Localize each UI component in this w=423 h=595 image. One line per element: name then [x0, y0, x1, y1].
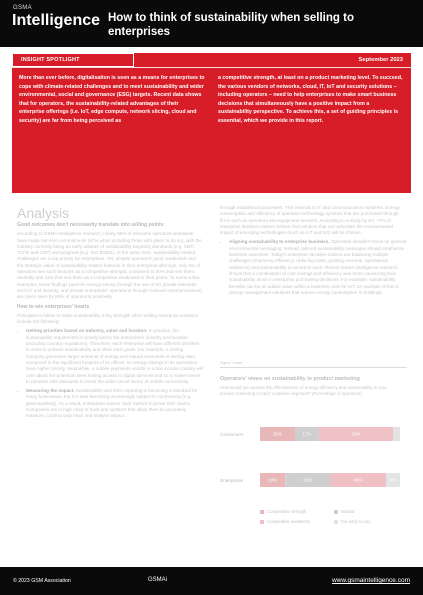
- legend-swatch: [334, 510, 338, 514]
- divider: [12, 67, 411, 68]
- category-label: Consumers: [220, 432, 244, 437]
- list-item: [26, 328, 203, 385]
- legend-item: [334, 519, 408, 524]
- list-item-text: In practice, the sustainability requirement is closely tied to the enterprise's industry and location (including country regulations). Therefore, each enterprise will have different priorities in order to achieve sustainability and other ESG goals. For example, a mining company generates larger amounts of energy and natural resources in mining sites, compared to the significant footprint of its offices, so energy savings in its operations have higher priority. Meanwhile, a mobile-payments vendor in a low income country will care about the potential users having access to digital services and so it makes sense to prioritise SIM discounts to boost the wider social favour of mobile connectivity.: [26, 328, 203, 384]
- chart-subtitle: How would you assess the effectiveness of energy efficiency and sustainability in your product marketing to each customer segment? (Percentage of operators): [220, 385, 388, 396]
- legend-label: Competitive weakness: [267, 519, 310, 524]
- list-item-title: Getting priorities based on industry, value and location.: [26, 328, 148, 334]
- legend-item: [260, 509, 334, 514]
- footer-bar: [0, 567, 423, 595]
- chart-plot: [220, 415, 407, 505]
- chart: [220, 361, 407, 552]
- chart-top-rule: [220, 367, 407, 368]
- right-column: [220, 205, 407, 299]
- paragraph: through established processes. This extends to IT and communications systems. Energy consumption and efficiency of operation technology systems that are purchased through firms such as operators and equipment vendors. According to a study by EY, 77% of enterprise decision-makers believe that vendors that can articulate the environmental impact of emerging technologies (such as IoT and 5G) will be chosen.: [220, 205, 400, 236]
- subheading: Good outcomes don't necessarily translate into selling points: [17, 222, 164, 228]
- data-label: 10%: [388, 477, 398, 483]
- legend-item: [260, 519, 334, 524]
- data-label: 40%: [353, 477, 363, 483]
- bar-segment: [393, 427, 400, 441]
- insight-spotlight-panel: [12, 53, 411, 193]
- list-item-text: Sustainability and ESG reporting is becoming a standard for many businesses, but it is also becoming increasingly subject to controversy (e.g. greenwashing). As a result, enterprises expect clear metrics to prove their claims. Companies are in high need of tools and systems that allow them to accurately measure, continuously track and analyse impact.: [26, 388, 198, 419]
- principles-list-continued: [220, 239, 407, 296]
- left-column: [17, 222, 203, 423]
- chart-legend: [260, 509, 407, 524]
- spotlight-label-box: [12, 53, 134, 67]
- list-item-title: Measuring the impact.: [26, 388, 75, 394]
- copyright: © 2023 GSM Association: [13, 578, 71, 584]
- legend-label: Too early to say: [340, 519, 371, 524]
- subheading: How to win enterprises' hearts: [17, 303, 90, 310]
- page-title: How to think of sustainability when selling to enterprises: [108, 12, 354, 38]
- intro-text-right: a competitive strength, at least on a product marketing level. To succeed, the various vendors of networks, cloud, IT, IoT and security solutions – including operators – need to help enterprises to make smart business decisions that simultaneously have a positive impact from a sustainability perspective. To achieve this, a set of guiding principles is essential, which we provide in this report.: [218, 75, 403, 124]
- legend-item: [334, 509, 408, 514]
- publication-date: September 2023: [358, 57, 403, 63]
- brand-small: GSMA: [13, 5, 32, 11]
- legend-swatch: [260, 510, 264, 514]
- website-link[interactable]: www.gsmaintelligence.com: [331, 577, 410, 584]
- spotlight-label: INSIGHT SPOTLIGHT: [21, 57, 80, 63]
- section-heading: Analysis: [17, 205, 70, 221]
- footer-brand: GSMAi: [148, 577, 168, 583]
- intro-text-left: More than ever before, digitalisation is seen as a means for enterprises to cope with climate-related challenges and to meet sustainability and wider environmental, social and governance (ESG) targets. Recent data shows that for operators, the sustainability-related advantages of their enterprise offerings (i.e. IoT, edge compute, network slicing, cloud and security) are far from being perceived as: [19, 75, 205, 124]
- data-label: 53%: [351, 431, 361, 437]
- data-label: 25%: [273, 431, 282, 437]
- list-item: [229, 239, 407, 296]
- legend-swatch: [334, 520, 338, 524]
- list-item-title: Aligning sustainability to enterprise business.: [229, 239, 330, 245]
- brand-logo[interactable]: Intelligence: [12, 12, 101, 29]
- category-label: Enterprises: [220, 478, 244, 483]
- chart-title: Operators' views on sustainability in product marketing: [220, 376, 360, 382]
- paragraph: According to GSMA Intelligence research, nearly 80% of telecoms operators worldwide have made net-zero commitments (87% when including those with plans to do so), with the industry currently being an early adopter of sustainability targeting standards (e.g. SBTi, TCFD and CDP) and progress (e.g. ISO 50001). At the same time, sustainability-related challenges are a top priority for enterprises. Yet, despite operators' good credentials and the strategic value of sustainability-related features in their enterprise offerings, only 3% of operators see such features as a competitive strength, compared to 50% that see them neutrally and 13% that see them as a competitive weakness to their peers. To name a few examples, these findings (and the energy-saving through the use of 5G private networks and IoT and security, and private enterprises' operations through reduced communications) are (even seen by 60% of operators) positively.: [17, 231, 202, 300]
- paragraph: Principles to follow to make sustainability a key strength when selling enterprise solutions include the following:: [17, 312, 199, 325]
- list-item: [26, 388, 203, 419]
- principles-list: [17, 328, 203, 419]
- data-label: 18%: [268, 477, 277, 483]
- legend-swatch: [260, 520, 264, 524]
- chart-label: Figure / chart: [220, 361, 243, 365]
- legend-label: Competitive strength: [267, 509, 307, 514]
- list-item-text: Operators shouldn't focus on general environmental messaging; instead, tailored sustainability messages should emphasize business outcomes. Today's enterprise decision-makers are balancing multiple challenges (improving efficiency, reducing costs, growing revenue, operational resilience) and sustainability is central to each. Recent GSMA Intelligence research shows that a combination of cost savings and efficiency was more convincing than sustainability alone in enterprise purchasing decisions. For example, sustainability benefits can be an added value within a business case for IoT. An example of this is energy management solutions that reduce energy consumption in buildings.: [229, 239, 407, 295]
- header-bar: [0, 0, 423, 47]
- legend-label: Neutral: [340, 509, 355, 514]
- data-label: 17%: [302, 431, 312, 437]
- data-label: 32%: [303, 477, 312, 483]
